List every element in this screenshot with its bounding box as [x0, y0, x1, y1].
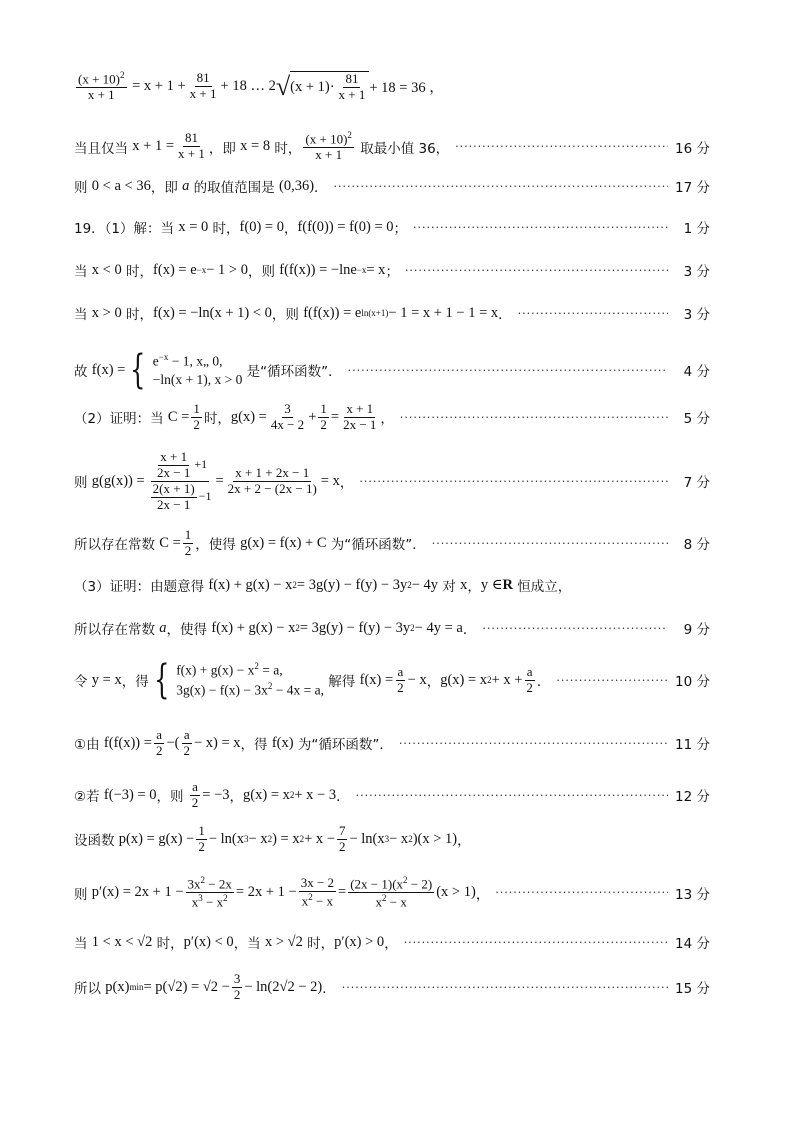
solution-line-6: 故 f(x) = { $e^{-x} - 1$, x„ 0, −ln(x + 1), x > 0 是“循环函数”． ····· 4 分	[74, 350, 710, 390]
solution-line-11: 所以存在常数 a ，使得 f(x) + g(x) − x 2 = 3g(y) − f(y) − 3y 2 − 4y = a ． ····· 9 分	[74, 618, 710, 638]
score-label: 14 分	[675, 936, 710, 952]
solution-line-9: 所以存在常数 C = $\frac{1}{2}$ ，使得 g(x) = f(x) + C 为“循环函数”． ····· 8 分	[74, 528, 710, 559]
dot-leader	[399, 738, 668, 749]
solution-line-1: 当且仅当 x + 1 = $\frac{81}{x + 1}$ ，即 x = 8 时， $\frac{(x + 10)^2}{x + 1}$ 取最小值 36， ····· 16 分	[74, 130, 710, 163]
solution-line-16: 则 p′(x) = 2x + 1 − $\frac{3x^2 - 2x}{x^3 - x^2}$ = 2x + 1 − $\frac{3x - 2}{x^2 - x}$ = $\frac{(2x - 1)(x^2 - 2)}{x^2 - x}$ (x > 1) ， ····· 13 分	[74, 875, 710, 911]
dot-leader	[405, 265, 668, 276]
solution-line-13: ①由 f(f(x)) = $\frac{a}{2}$ −( $\frac{a}{2}$ − x) = x ，得 f(x) 为“循环函数”． ····· 11 分	[74, 728, 710, 759]
dot-leader	[348, 365, 668, 376]
dot-leader	[359, 476, 668, 487]
score-label: 16 分	[675, 140, 710, 157]
solution-line-12: 令 y = x ，得 { $f(x) + g(x) - x^2 = a$, $3g(x) - f(x) - 3x^2 - 4x = a$, 解得 f(x) = $\frac{a}{2}$ − x ， g(x) = x 2 + x + $\frac{a}{2}$ ． ····· 10 分	[74, 660, 710, 700]
score-label: 3 分	[683, 264, 710, 280]
solution-line-8: 则 g(g(x)) = $\frac{x + 1}{2x - 1}$ +1 $\frac{2(x + 1)}{2x - 1}$ −1 = $\frac{x + 1 + 2x - 1}{2x + 2 - (2x - 1)}$ = x ， ····· 7 分	[74, 450, 710, 513]
dot-leader	[495, 887, 668, 898]
solution-line-0	[74, 70, 710, 103]
dot-leader	[482, 623, 668, 634]
score-label: 17 分	[675, 180, 710, 196]
score-label: 7 分	[683, 475, 710, 492]
solution-line-10: （3）证明：由题意得 f(x) + g(x) − x 2 = 3g(y) − f(y) − 3y 2 − 4y 对 x ， y ∈ R 恒成立，	[74, 576, 572, 595]
dot-leader	[432, 538, 668, 549]
dot-leader	[356, 790, 668, 801]
score-label: 12 分	[675, 789, 710, 806]
solution-line-18: 所以 p(x) min = p(√2) = √2 − $\frac{3}{2}$ − ln(2√2 − 2) ． ····· 15 分	[74, 972, 710, 1003]
dot-leader	[518, 308, 668, 319]
solution-line-4: 当 x < 0 时， f(x) = e −x − 1 > 0 ，则 f(f(x)) = −lne −x = x ； ····· 3 分	[74, 260, 710, 280]
score-label: 5 分	[683, 411, 710, 428]
solution-line-15: 设函数 p(x) = g(x) − $\frac{1}{2}$ − ln(x 3 − x 2 ) = x 2 + x − $\frac{7}{2}$ − ln(x 3 − x 2 )(x > 1) ，	[74, 823, 471, 854]
score-label: 10 分	[675, 674, 710, 690]
solution-line-7: （2）证明：当 C = $\frac{1}{2}$ 时， g(x) = $\frac{3}{4x - 2}$ + $\frac{1}{2}$ = $\frac{x + 1}{2x - 1}$ ， ····· 5 分	[74, 402, 710, 433]
solution-line-17: 当 1 < x < √2 时， p′(x) < 0 ，当 x > √2 时， p′(x) > 0 ， ····· 14 分	[74, 932, 710, 952]
dot-leader	[556, 675, 668, 686]
dot-leader	[400, 412, 668, 423]
score-label: 9 分	[683, 622, 710, 638]
solution-line-5: 当 x > 0 时， f(x) = −ln(x + 1) < 0 ，则 f(f(x)) = e ln(x+1) − 1 = x + 1 − 1 = x ． ····· 3 分	[74, 303, 710, 323]
dot-leader	[404, 937, 668, 948]
solution-line-14: ②若 f(−3) = 0 ，则 $\frac{a}{2}$ = −3 ， g(x) = x 2 + x − 3 ． ····· 12 分	[74, 780, 710, 811]
dot-leader	[455, 141, 668, 152]
score-label: 3 分	[683, 307, 710, 323]
dot-leader	[342, 982, 668, 993]
solution-line-3: 19．（1）解：当 x = 0 时， f(0) = 0 ， f(f(0)) = f(0) = 0 ； ····· 1 分	[74, 217, 710, 237]
dot-leader	[413, 222, 668, 233]
score-label: 4 分	[683, 364, 710, 380]
solution-line-2: 则 0 < a < 36 ，即 a 的取值范围是 (0,36) ． ····· 17 分	[74, 176, 710, 196]
score-label: 11 分	[675, 737, 710, 754]
score-label: 13 分	[675, 886, 710, 903]
score-label: 15 分	[675, 981, 710, 998]
equation-am-gm: $\frac{(x + 10)^2}{x + 1}$ = x + 1 + $\frac{81}{x + 1}$ + 18 … 2 √ (x + 1)· $\frac{81}{x + 1}$ + 18 = 36 ，	[78, 70, 444, 103]
score-label: 8 分	[683, 537, 710, 554]
score-label: 1 分	[683, 221, 710, 237]
dot-leader	[334, 181, 668, 192]
